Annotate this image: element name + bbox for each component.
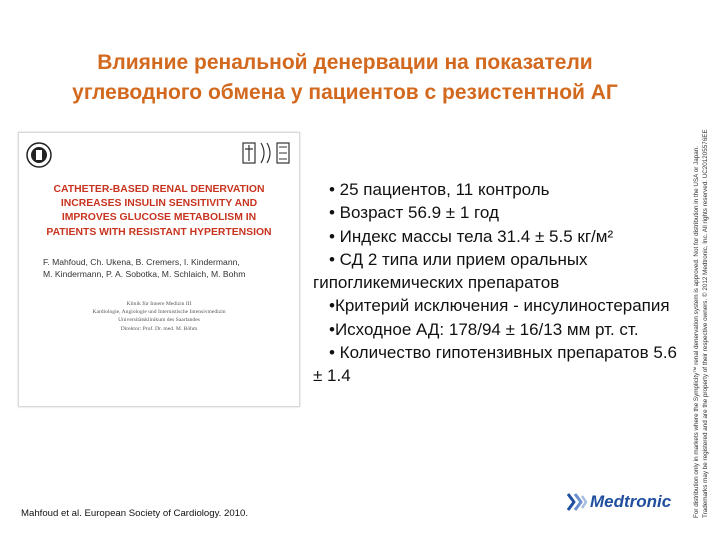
disclaimer-line: For distribution only in markets where the Symplicity™ renal denervation system is approved. Not for distribution in the USA or Japan. [693, 145, 700, 518]
paper-affiliation-line: Direktor: Prof. Dr. med. M. Böhm [120, 325, 198, 332]
university-seal-icon [25, 141, 53, 169]
legal-disclaimer [692, 78, 710, 518]
paper-title [29, 183, 289, 240]
paper-title-line: INCREASES INSULIN SENSITIVITY AND [60, 198, 258, 210]
bullet-item: • СД 2 типа или прием оральных гипогликемических препаратов [313, 249, 588, 293]
slide-title [20, 48, 670, 108]
bullet-item: •Критерий исключения - инсулиностерапия [329, 296, 670, 316]
paper-affiliation-line: Universitätsklinikum des Saarlandes [118, 317, 200, 324]
paper-affiliation-line: Klinik für Innere Medizin III [126, 301, 192, 307]
bullet-item: • Индекс массы тела 31.4 ± 5.5 кг/м² [329, 226, 614, 246]
bullet-list [313, 178, 688, 388]
paper-title-line: CATHETER-BASED RENAL DENERVATION [53, 184, 265, 195]
bullet-item: • 25 пациентов, 11 контроль [329, 180, 550, 199]
citation: Mahfoud et al. European Society of Cardiology. 2010. [21, 508, 249, 519]
paper-title-line: IMPROVES GLUCOSE METABOLISM IN [61, 212, 257, 224]
bullet-item: •Исходное АД: 178/94 ± 16/13 мм рт. ст. [329, 319, 639, 339]
medtronic-logo-icon [566, 490, 588, 514]
paper-authors-line: F. Mahfoud, Ch. Ukena, B. Cremers, I. Kindermann, [43, 257, 240, 267]
medtronic-logo-text: Medtronic [590, 492, 672, 511]
paper-authors [43, 256, 283, 280]
bullet-item: • Возраст 56.9 ± 1 год [329, 203, 499, 223]
disclaimer-line: Trademarks may be registered and are the property of their respective owners. © 2012 Medtronic, Inc. All rights reserved. UC201205576EE [702, 129, 709, 518]
paper-affiliation [69, 300, 249, 333]
hospital-emblem-icon [241, 139, 291, 167]
paper-authors-line: M. Kindermann, P. A. Sobotka, M. Schlaich, M. Bohm [43, 269, 246, 279]
slide-title-line-2: углеводного обмена у пациентов с резистентной АГ [72, 81, 618, 104]
slide-title-line-1: Влияние ренальной денервации на показатели [97, 51, 593, 74]
paper-title-line: PATIENTS WITH RESISTANT HYPERTENSION [46, 226, 272, 238]
paper-affiliation-line: Kardiologie, Angiologie und Internistische Intensivmedizin [92, 309, 226, 316]
bullet-item: • Количество гипотензивных препаратов 5.6 ± 1.4 [313, 343, 678, 386]
paper-thumbnail [18, 132, 300, 407]
